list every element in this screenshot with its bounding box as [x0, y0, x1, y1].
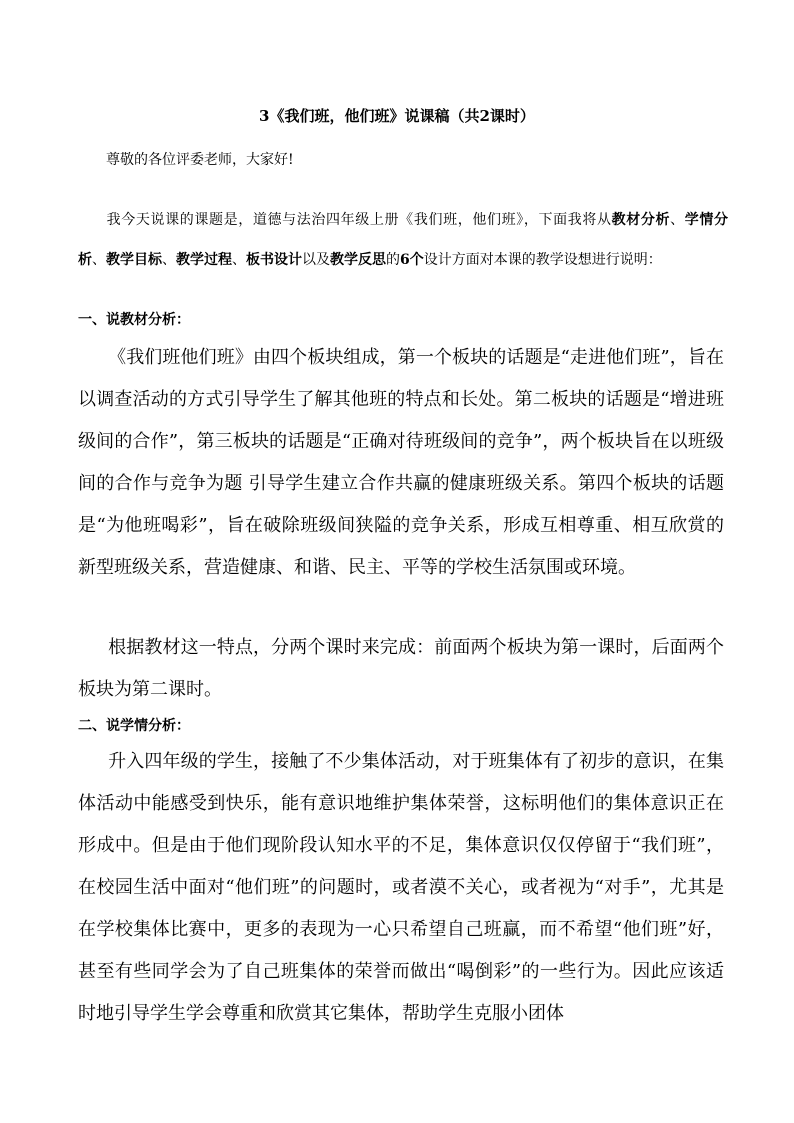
intro-bold-objectives: 教学目标: [106, 252, 162, 268]
intro-bold-textbook: 教材分析: [611, 212, 671, 228]
intro-text-4: 、: [162, 252, 176, 268]
intro-text-6: 以及: [302, 252, 330, 268]
greeting-text: 尊敬的各位评委老师，大家好!: [106, 152, 294, 168]
intro-text-5: 、: [232, 252, 246, 268]
intro-bold-process: 教学过程: [176, 252, 232, 268]
section1-paragraph-1-text: 《我们班他们班》由四个板块组成，第一个板块的话题是“走进他们班”，旨在以调查活动的方式引导学生了解其他班的特点和长处。第二板块的话题是“增进班级间的合作”，第三板块的话题是“正确对待班级间的竞争”，两个板块旨在以班级间的合作与竞争为题 引导学生建立合作共赢的健康班级关系。第四个板块的话题是“为他班喝彩”，旨在破除班级间狭隘的竞争关系，形成互相尊重、相互欣赏的新型班级关系，营造健康、和谐、民主、平等的学校生活氛围或环境。: [78, 347, 724, 578]
intro-bold-board: 板书设计: [246, 252, 302, 268]
document-title: 3《我们班，他们班》说课稿（共2课时）: [259, 107, 535, 125]
section2-paragraph-1: [78, 741, 724, 1035]
intro-bold-learner: 学情分析: [78, 212, 729, 268]
section2-heading: 二、说学情分析：: [78, 718, 190, 734]
section2-paragraph-1-text: 升入四年级的学生，接触了不少集体活动，对于班集体有了初步的意识，在集体活动中能感受到快乐，能有意识地维护集体荣誉，这标明他们的集体意识正在形成中。但是由于他们现阶段认知水平的不足，集体意识仅仅停留于“我们班”，在校园生活中面对“他们班”的问题时，或者漠不关心，或者视为“对手”，尤其是在学校集体比赛中，更多的表现为一心只希望自己班赢，而不希望“他们班”好，甚至有些同学会为了自己班集体的荣誉而做出“喝倒彩”的一些行为。因此应该适时地引导学生学会尊重和欣赏其它集体，帮助学生克服小团体: [78, 751, 724, 1024]
intro-text-7: 的: [386, 252, 400, 268]
intro-text-1: 我今天说课的课题是，道德与法治四年级上册《我们班，他们班》，下面我将从: [106, 212, 612, 228]
section1-paragraph-2-text: 根据教材这一特点，分两个课时来完成：前面两个板块为第一课时，后面两个板块为第二课时。: [78, 637, 724, 700]
intro-text-8: 设计方面对本课的教学设想进行说明：: [423, 252, 662, 268]
intro-text-2: 、: [670, 212, 685, 228]
section1-paragraph-2: [78, 627, 724, 711]
section1-paragraph-1: [78, 337, 724, 589]
section1-heading: 一、说教材分析：: [78, 312, 190, 328]
greeting-paragraph: [78, 140, 728, 180]
intro-text-3: 、: [92, 252, 106, 268]
intro-bold-reflection: 教学反思: [330, 252, 386, 268]
intro-paragraph: [78, 200, 728, 280]
intro-bold-count: 6个: [400, 252, 424, 268]
